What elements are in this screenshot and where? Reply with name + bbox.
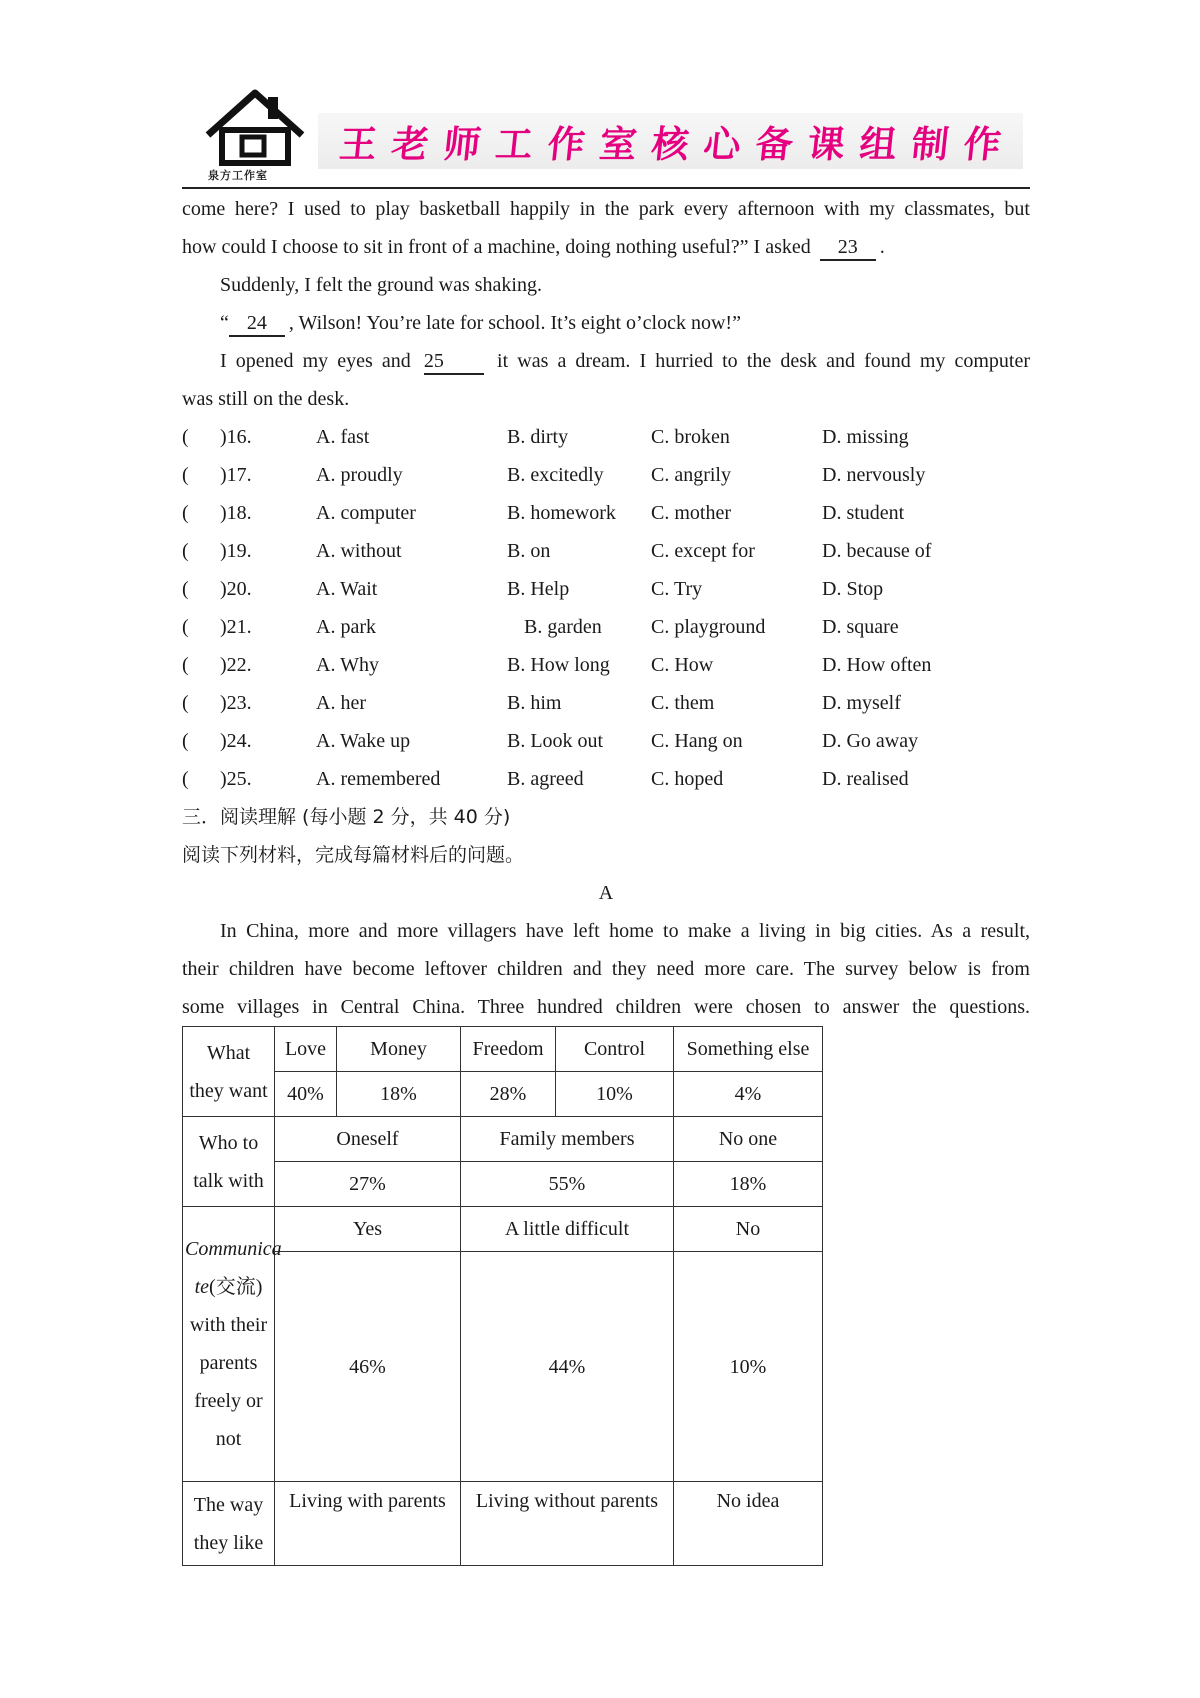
option-d: D. Go away <box>822 730 919 752</box>
logo-caption: 泉方工作室 <box>208 169 268 182</box>
table-cell: 10% <box>674 1252 823 1482</box>
option-c: C. Try <box>651 578 703 600</box>
passage-line <box>182 342 1030 380</box>
option-c: C. playground <box>651 616 766 638</box>
table-cell: 18% <box>337 1072 461 1117</box>
table-cell: 28% <box>461 1072 556 1117</box>
table-cell: 55% <box>461 1162 674 1207</box>
reading-line: In China, more and more villagers have left home to make a living in big cities. As a result, <box>220 920 1030 942</box>
option-a: A. remembered <box>316 768 441 790</box>
answer-bracket[interactable]: ( <box>182 692 189 714</box>
option-b: B. How long <box>507 654 610 676</box>
passage-text: it was a dream. I hurried to the desk and found my computer <box>497 350 1031 372</box>
option-d: D. because of <box>822 540 932 562</box>
table-cell: 18% <box>674 1162 823 1207</box>
passage-line <box>182 304 1030 342</box>
answer-bracket[interactable]: ( <box>182 768 189 790</box>
question-text <box>185 1230 282 1268</box>
answer-bracket[interactable]: ( <box>182 464 189 486</box>
option-d: D. nervously <box>822 464 926 486</box>
option-a: A. without <box>316 540 402 562</box>
option-a: A. proudly <box>316 464 403 486</box>
table-header-cell: Control <box>556 1027 674 1072</box>
option-b: B. agreed <box>507 768 584 790</box>
table-header-cell: A little difficult <box>461 1207 674 1252</box>
table-header-cell: Yes <box>275 1207 461 1252</box>
question-italic: te <box>194 1276 210 1298</box>
option-a: A. computer <box>316 502 416 524</box>
question-text: they want <box>189 1079 268 1102</box>
question-row <box>182 608 1030 646</box>
banner-char: 作 <box>545 123 587 166</box>
question-text: Who to <box>198 1131 259 1154</box>
option-a: A. park <box>316 616 376 638</box>
question-number: )20. <box>220 578 252 600</box>
table-header-cell: Freedom <box>461 1027 556 1072</box>
answer-bracket[interactable]: ( <box>182 502 189 524</box>
banner-char: 制 <box>909 123 952 166</box>
question-cell <box>183 1207 282 1482</box>
option-c: C. Hang on <box>651 730 743 752</box>
option-b: B. Help <box>507 578 570 600</box>
option-c: C. hoped <box>651 768 724 790</box>
question-number: )21. <box>220 616 252 638</box>
table-header-cell: Oneself <box>275 1117 461 1162</box>
table-row <box>183 1072 823 1117</box>
answer-blank-24[interactable]: 24 <box>229 311 285 337</box>
options-list <box>182 418 1030 798</box>
table-row <box>183 1027 823 1072</box>
question-row <box>182 646 1030 684</box>
option-a: A. her <box>316 692 366 714</box>
answer-bracket[interactable]: ( <box>182 730 189 752</box>
option-b: B. homework <box>507 502 616 524</box>
option-a: A. fast <box>316 426 370 448</box>
section-instruction: 阅读下列材料，完成每篇材料后的问题。 <box>182 844 525 866</box>
question-row <box>182 456 1030 494</box>
question-text <box>185 1268 272 1306</box>
banner-char: 老 <box>388 123 431 166</box>
option-b: B. him <box>507 692 562 714</box>
option-a: A. Wake up <box>316 730 411 752</box>
answer-bracket[interactable]: ( <box>182 578 189 600</box>
option-d: D. square <box>822 616 899 638</box>
question-text: What <box>206 1041 251 1064</box>
option-d: D. How often <box>822 654 932 676</box>
question-row <box>182 684 1030 722</box>
question-cell <box>183 1482 275 1566</box>
question-cell <box>183 1027 275 1117</box>
option-c: C. them <box>651 692 715 714</box>
banner-char: 心 <box>701 123 743 166</box>
banner-char: 工 <box>493 123 535 166</box>
banner-char: 组 <box>857 123 900 166</box>
question-number: )16. <box>220 426 252 448</box>
passage-line: was still on the desk. <box>182 388 350 410</box>
banner-char: 作 <box>961 123 1004 166</box>
banner-char: 室 <box>597 123 639 166</box>
table-row <box>183 1482 823 1566</box>
survey-table <box>182 1026 823 1566</box>
answer-bracket[interactable]: ( <box>182 654 189 676</box>
banner-char: 王 <box>336 123 379 166</box>
question-text: they like <box>193 1531 264 1554</box>
table-row <box>183 1117 823 1162</box>
option-b: B. garden <box>524 616 602 638</box>
question-number: )18. <box>220 502 252 524</box>
question-row <box>182 532 1030 570</box>
option-b: B. dirty <box>507 426 569 448</box>
passage-text: how could I choose to sit in front of a machine, doing nothing useful?” I asked <box>182 236 811 258</box>
option-c: C. broken <box>651 426 730 448</box>
question-row <box>182 570 1030 608</box>
question-text: talk with <box>193 1169 264 1192</box>
option-b: B. excitedly <box>507 464 604 486</box>
section-title: 三．阅读理解 (每小题 2 分，共 40 分) <box>182 806 511 828</box>
answer-blank-23[interactable]: 23 <box>820 235 876 261</box>
option-c: C. except for <box>651 540 755 562</box>
table-cell: 40% <box>275 1072 337 1117</box>
answer-bracket[interactable]: ( <box>182 616 189 638</box>
table-header-cell: Love <box>275 1027 337 1072</box>
question-text: parents <box>199 1352 258 1374</box>
question-text: The way <box>193 1493 264 1516</box>
answer-bracket[interactable]: ( <box>182 426 189 448</box>
option-a: A. Why <box>316 654 379 676</box>
table-row <box>183 1162 823 1207</box>
passage-label: A <box>598 882 614 904</box>
table-header-cell: Something else <box>674 1027 823 1072</box>
table-header-cell: Family members <box>461 1117 674 1162</box>
table-header-cell: No <box>674 1207 823 1252</box>
option-d: D. realised <box>822 768 909 790</box>
header-divider <box>182 187 1030 189</box>
answer-bracket[interactable]: ( <box>182 540 189 562</box>
table-cell: Living without parents <box>461 1482 674 1566</box>
question-number: )19. <box>220 540 252 562</box>
option-d: D. Stop <box>822 578 884 600</box>
table-cell: 44% <box>461 1252 674 1482</box>
reading-line: their children have become leftover children and they need more care. The survey below is from <box>182 958 1030 980</box>
page-header <box>200 85 1030 190</box>
answer-blank-25[interactable]: 25 <box>424 349 484 375</box>
question-row <box>182 494 1030 532</box>
passage-text: “ <box>220 312 229 334</box>
question-text: freely or <box>194 1390 263 1412</box>
option-c: C. mother <box>651 502 731 524</box>
question-row <box>182 418 1030 456</box>
option-a: A. Wait <box>316 578 378 600</box>
question-text: with their <box>189 1314 268 1336</box>
question-number: )22. <box>220 654 252 676</box>
question-number: )23. <box>220 692 252 714</box>
table-cell: 4% <box>674 1072 823 1117</box>
passage-text: I opened my eyes and <box>220 350 411 372</box>
banner-char: 备 <box>753 123 795 166</box>
banner-char: 核 <box>649 123 691 166</box>
studio-banner <box>318 113 1023 169</box>
passage-text: . <box>879 236 885 258</box>
table-header-cell: Money <box>337 1027 461 1072</box>
page-content <box>182 190 1030 1026</box>
table-cell: No idea <box>674 1482 823 1566</box>
table-cell: 10% <box>556 1072 674 1117</box>
question-italic: Communica <box>185 1238 282 1260</box>
table-row <box>183 1207 823 1252</box>
table-row <box>183 1252 823 1482</box>
option-d: D. missing <box>822 426 909 448</box>
passage-line <box>182 228 1030 266</box>
reading-line: some villages in Central China. Three hundred children were chosen to answer the questions. <box>182 996 1030 1018</box>
passage-line: Suddenly, I felt the ground was shaking. <box>220 274 542 296</box>
question-number: )24. <box>220 730 252 752</box>
question-number: )17. <box>220 464 252 486</box>
question-cell <box>183 1117 275 1207</box>
passage-text: , Wilson! You’re late for school. It’s eight o’clock now!” <box>288 312 741 334</box>
question-number: )25. <box>220 768 252 790</box>
question-gloss: (交流) <box>209 1276 263 1298</box>
table-cell: Living with parents <box>275 1482 461 1566</box>
banner-char: 师 <box>441 123 483 166</box>
option-c: C. angrily <box>651 464 731 486</box>
passage-line: come here? I used to play basketball happily in the park every afternoon with my classmates, but <box>182 198 1030 220</box>
option-b: B. on <box>507 540 551 562</box>
option-d: D. myself <box>822 692 901 714</box>
banner-char: 课 <box>805 123 847 166</box>
question-text: not <box>215 1428 242 1450</box>
table-cell: 27% <box>275 1162 461 1207</box>
option-d: D. student <box>822 502 905 524</box>
question-row <box>182 722 1030 760</box>
table-header-cell: No one <box>674 1117 823 1162</box>
table-cell: 46% <box>275 1252 461 1482</box>
option-c: C. How <box>651 654 714 676</box>
option-b: B. Look out <box>507 730 604 752</box>
question-row <box>182 760 1030 798</box>
